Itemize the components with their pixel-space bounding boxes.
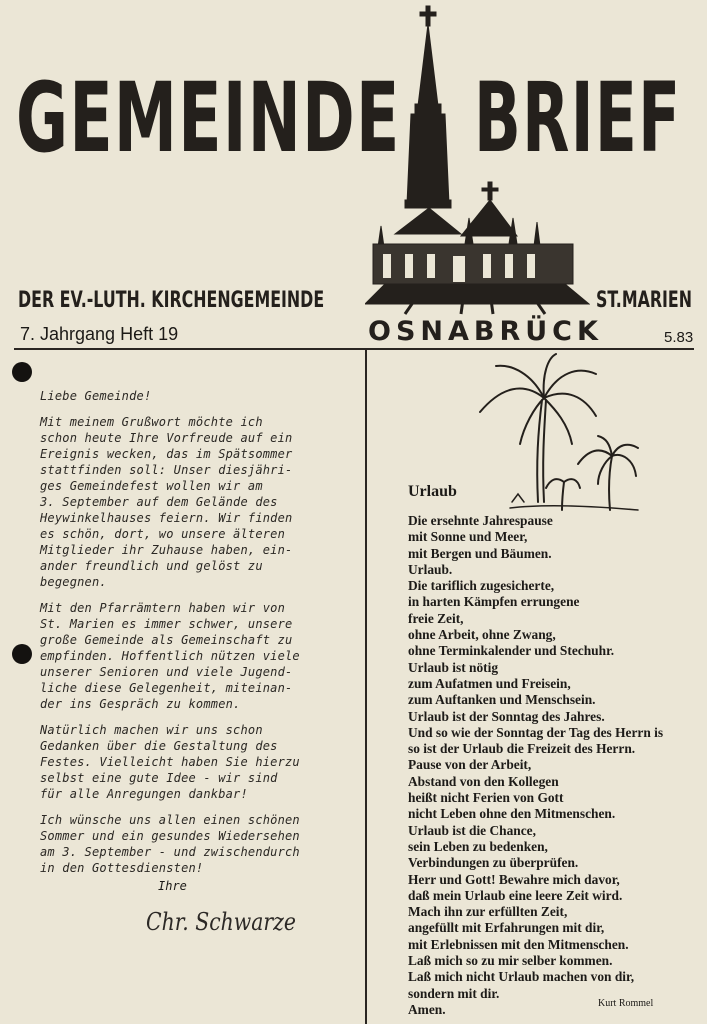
poem-line: Und so wie der Sonntag der Tag des Herrn is [408,724,664,740]
pastor-letter [40,388,360,886]
poem-line: Pause von der Arbeit, [408,757,532,773]
punch-hole-icon [12,362,32,382]
issue-number: 7. Jahrgang Heft 19 [20,324,179,344]
poem-line: ohne Terminkalender und Stechuhr. [408,643,615,659]
letter-paragraph: Mit den Pfarrämtern haben wir von St. Marien es immer schwer, unsere große Gemeinde als Gemeinschaft zu empfinden. Hoffentlich nützen viele unserer Senioren und viele Jugend- liche diese Gelegenheit, miteinan- der ins Gespräch zu kommen. [40,601,300,711]
poem-line: mit Bergen und Bäumen. [408,545,552,561]
letter-salutation: Liebe Gemeinde! [40,389,152,403]
poem-line: heißt nicht Ferien von Gott [408,790,564,806]
poem-line: Urlaub ist die Chance, [408,822,536,838]
poem-author: Kurt Rommel [598,998,654,1009]
city-name: OSNABRÜCK [368,316,603,347]
poem-line: mit Erlebnissen mit den Mitmenschen. [408,936,629,952]
punch-hole-icon [12,644,32,664]
issue-date: 5.83 [664,329,694,346]
poem-line: Die tariflich zugesicherte, [408,578,555,594]
poem-line: Urlaub. [408,561,453,577]
poem-line: ohne Arbeit, ohne Zwang, [408,627,556,643]
poem-line: freie Zeit, [408,610,464,626]
poem-line: Mach ihn zur erfüllten Zeit, [408,904,568,920]
pastor-signature: Chr. Schwarze [146,908,296,936]
poem-line: so ist der Urlaub die Freizeit des Herrn. [408,741,636,757]
parish-name: DER EV.-LUTH. KIRCHENGEMEINDE [18,288,325,313]
letter-paragraph: Ich wünsche uns allen einen schönen Sommer und ein gesundes Wiedersehen am 3. September - und zwischendurch in den Gottesdiensten! [40,813,300,875]
poem-line: Die ersehnte Jahrespause [408,513,553,528]
poem-line: nicht Leben ohne den Mitmenschen. [408,806,616,822]
letter-closing: Ihre [158,879,187,893]
poem-line: zum Auftanken und Menschsein. [408,692,596,708]
letter-paragraph: Natürlich machen wir uns schon Gedanken über die Gestaltung des Festes. Vielleicht haben Sie hierzu selbst eine gute Idee - wir sind für alle Anregungen dankbar! [40,723,300,801]
column-divider [365,349,367,1024]
poem-line: Amen. [408,1001,446,1017]
poem-line: sondern mit dir. [408,985,500,1001]
poem-line: Laß mich nicht Urlaub machen von dir, [408,969,635,985]
parish-saint: ST.MARIEN [596,288,693,313]
poem-line: Herr und Gott! Bewahre mich davor, [408,871,620,887]
poem-line: angefüllt mit Erfahrungen mit dir, [408,920,605,936]
poem-line: zum Aufatmen und Freisein, [408,675,571,691]
poem-line: in harten Kämpfen errungene [408,594,580,610]
poem-line: Urlaub ist der Sonntag des Jahres. [408,708,605,724]
letter-paragraph: Mit meinem Grußwort möchte ich schon heute Ihre Vorfreude auf ein Ereignis wecken, das im Spätsommer stattfinden soll: Unser diesjähri- ges Gemeindefest wollen wir am 3. September auf dem Gelände des Heywinkelhauses feiern. Wir finden es schön, dort, wo unsere älteren Mitglieder ihr Zuhause haben, ein- ander freundlich und gelöst zu begegnen. [40,415,293,589]
church-illustration [365,4,590,316]
poem-body [408,513,707,1018]
header-divider [14,348,694,350]
masthead-title-gemeinde: GEMEINDE [16,62,401,174]
poem-title: Urlaub [408,483,457,500]
poem-line: Laß mich so zu mir selber kommen. [408,953,613,969]
masthead-title-brief: BRIEF [474,62,682,174]
poem-line: mit Sonne und Meer, [408,529,528,545]
poem-line: sein Leben zu bedenken, [408,838,548,854]
poem-line: Abstand von den Kollegen [408,773,559,789]
poem-line: daß mein Urlaub eine leere Zeit wird. [408,887,623,903]
palm-trees-icon [472,352,642,514]
poem-line: Verbindungen zu überprüfen. [408,855,579,871]
poem-line: Urlaub ist nötig [408,659,499,675]
